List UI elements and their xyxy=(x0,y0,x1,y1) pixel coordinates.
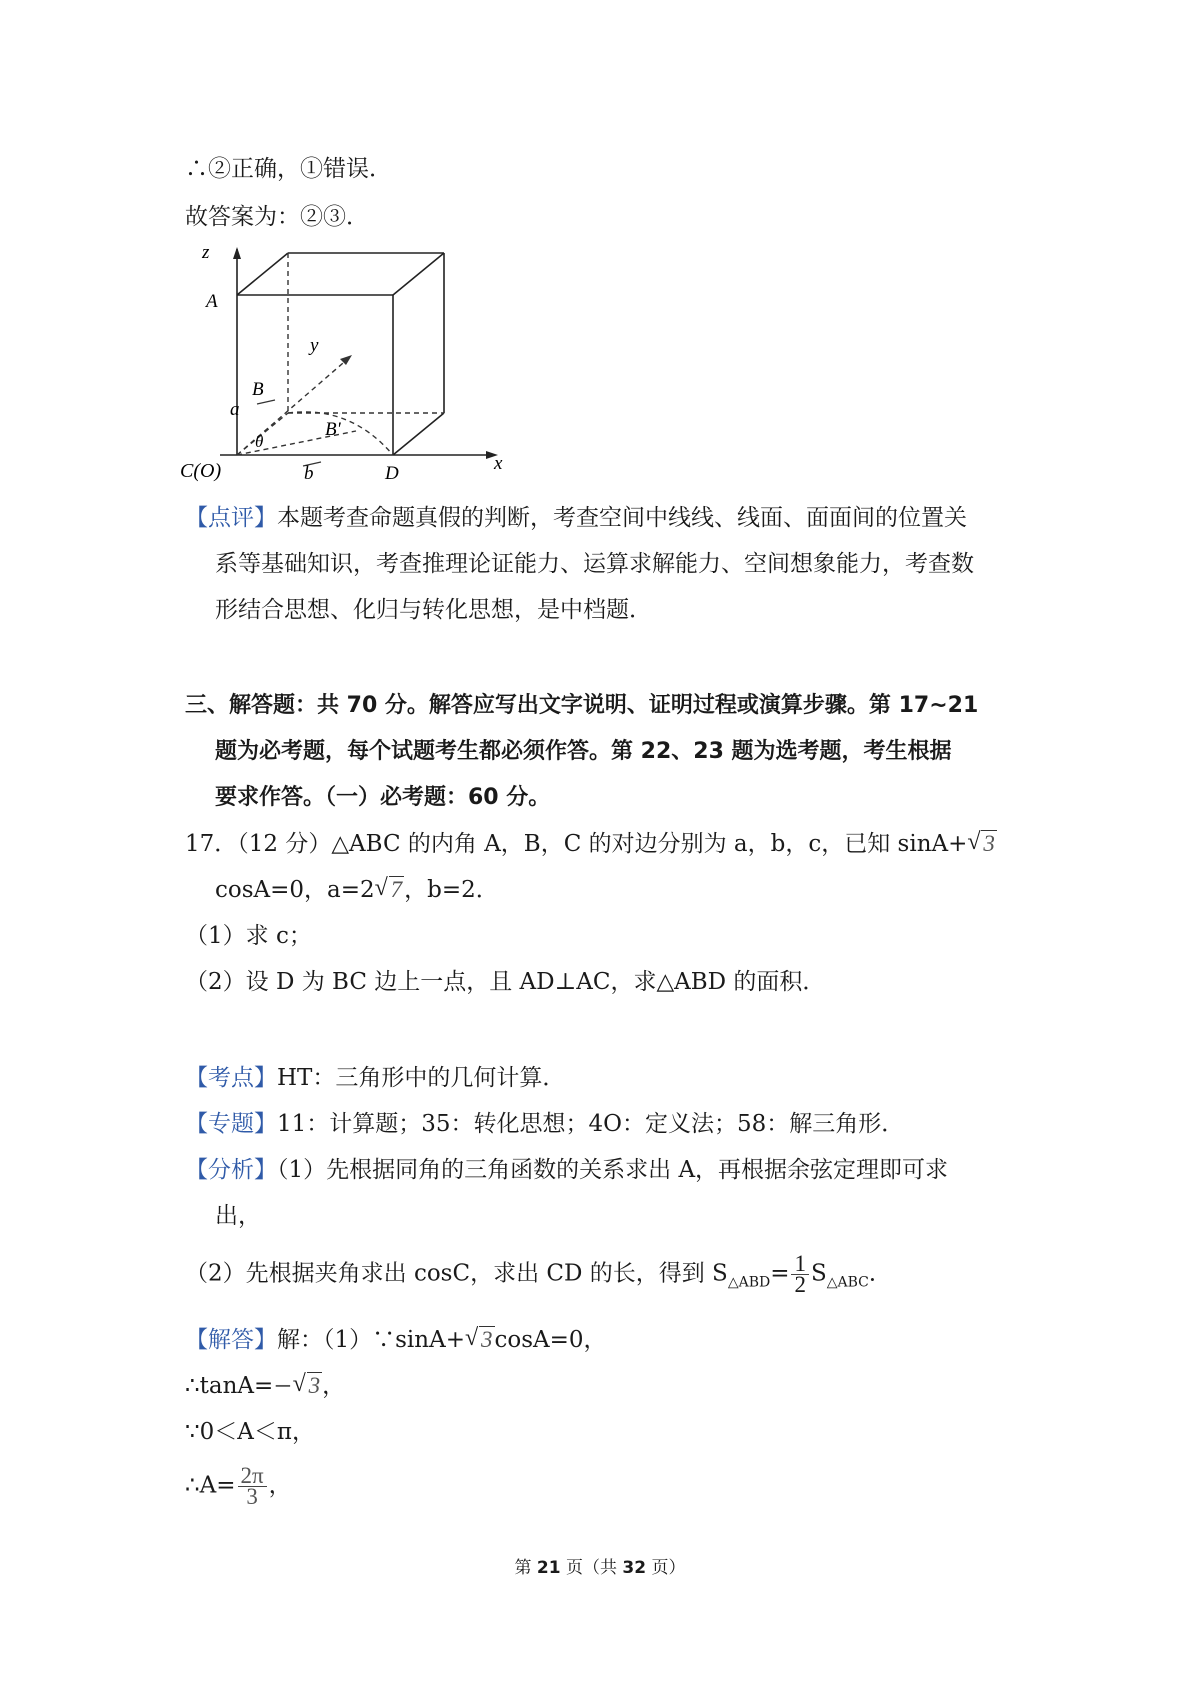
review-line-2: 系等基础知识，考查推理论证能力、运算求解能力、空间想象能力，考查数 xyxy=(215,551,974,577)
q17-line-2 xyxy=(215,874,499,906)
jieda-line-2 xyxy=(185,1370,345,1402)
kaodian-text: HT：三角形中的几何计算． xyxy=(277,1065,566,1091)
q17-part-2: （2）设 D 为 BC 边上一点，且 AD⊥AC，求△ABD 的面积． xyxy=(185,969,826,995)
q17-text-2b: ，b=2． xyxy=(404,877,499,903)
subscript-abc: △ABC xyxy=(826,1274,869,1291)
section3-line-2: 题为必考题，每个试题考生都必须作答。第 22、23 题为选考题，考生根据 xyxy=(215,739,952,764)
fraction-half: $\frac{1}{2}$ xyxy=(791,1254,809,1295)
q17-part-1: （1）求 c； xyxy=(185,923,312,949)
equals-sign: = xyxy=(770,1260,790,1287)
kaodian-tag: 【考点】 xyxy=(185,1065,277,1091)
point-a-label: A xyxy=(206,291,218,312)
jieda-text-1b: cosA=0， xyxy=(494,1327,607,1353)
sqrt-3: √ 3 xyxy=(967,829,995,856)
q17-line-1 xyxy=(185,828,997,860)
z-axis-label: z xyxy=(202,245,210,263)
zhuanti-text: 11：计算题；35：转化思想；4O：定义法；58：解三角形． xyxy=(277,1111,905,1137)
fenxi-line-3 xyxy=(185,1251,892,1299)
fenxi-line-2: 出， xyxy=(215,1203,261,1229)
fenxi-line-1 xyxy=(185,1154,948,1186)
fenxi-text-1: （1）先根据同角的三角函数的关系求出 A，再根据余弦定理即可求 xyxy=(277,1157,949,1183)
point-b-label: B xyxy=(252,379,264,400)
jieda-text-2b: ， xyxy=(322,1373,346,1399)
cube-figure xyxy=(180,245,510,495)
minus-sign: − xyxy=(273,1373,293,1399)
theta-label: θ xyxy=(255,432,264,451)
vector-a-label: a xyxy=(230,399,240,420)
fenxi-tag: 【分析】 xyxy=(185,1157,277,1183)
section3-line-3: 要求作答。（一）必考题：60 分。 xyxy=(215,785,551,810)
section3-line-1: 三、解答题：共 70 分。解答应写出文字说明、证明过程或演算步骤。第 17~21 xyxy=(185,693,979,718)
s-symbol: S xyxy=(810,1260,827,1287)
page-footer: 第 21 页（共 32 页） xyxy=(514,1558,686,1578)
answer-line: 故答案为：②③． xyxy=(185,204,369,230)
jieda-line-4 xyxy=(185,1463,292,1509)
y-axis-label: y xyxy=(310,335,319,356)
subscript-abd: △ABD xyxy=(727,1274,771,1291)
review-tag: 【点评】 xyxy=(185,505,277,531)
point-d-label: D xyxy=(385,463,399,484)
q17-text-1: 17．（12 分）△ABC 的内角 A，B，C 的对边分别为 a，b，c，已知 sinA+ xyxy=(185,831,968,857)
jieda-text-4a: ∴A= xyxy=(185,1472,236,1499)
total-pages: 32 xyxy=(622,1558,647,1578)
conclusion-line: ∴②正确，①错误． xyxy=(185,156,392,182)
q17-text-2a: cosA=0，a=2 xyxy=(215,877,375,903)
jieda-tag: 【解答】 xyxy=(185,1327,277,1353)
jieda-text-1a: 解：（1）∵sinA+ xyxy=(277,1327,465,1353)
zhuanti-tag: 【专题】 xyxy=(185,1111,277,1137)
kaodian-line xyxy=(185,1062,565,1094)
jieda-text-2a: ∴tanA= xyxy=(185,1373,274,1399)
jieda-line-3: ∵0＜A＜π， xyxy=(185,1419,315,1445)
period: ． xyxy=(868,1260,892,1287)
vector-b-label: b xyxy=(304,463,314,484)
jieda-line-1 xyxy=(185,1324,607,1356)
jieda-text-4b: ， xyxy=(268,1472,292,1499)
sqrt-7: √ 7 xyxy=(374,875,403,902)
fenxi-text-3: （2）先根据夹角求出 cosC，求出 CD 的长，得到 S xyxy=(185,1260,728,1287)
review-line-1 xyxy=(185,502,967,534)
review-text-1: 本题考查命题真假的判断，考查空间中线线、线面、面面间的位置关 xyxy=(277,505,967,531)
point-b-prime-label: B' xyxy=(325,419,341,440)
x-axis-label: x xyxy=(494,453,503,474)
fraction-2pi-3: $\frac{2\pi}{3}$ xyxy=(238,1466,267,1507)
review-line-3: 形结合思想、化归与转化思想，是中档题． xyxy=(215,597,652,623)
sqrt-3-c: √ 3 xyxy=(292,1371,321,1398)
origin-label: C(O) xyxy=(180,460,222,482)
sqrt-3-b: √ 3 xyxy=(465,1325,493,1352)
zhuanti-line xyxy=(185,1108,904,1140)
current-page: 21 xyxy=(536,1558,561,1578)
